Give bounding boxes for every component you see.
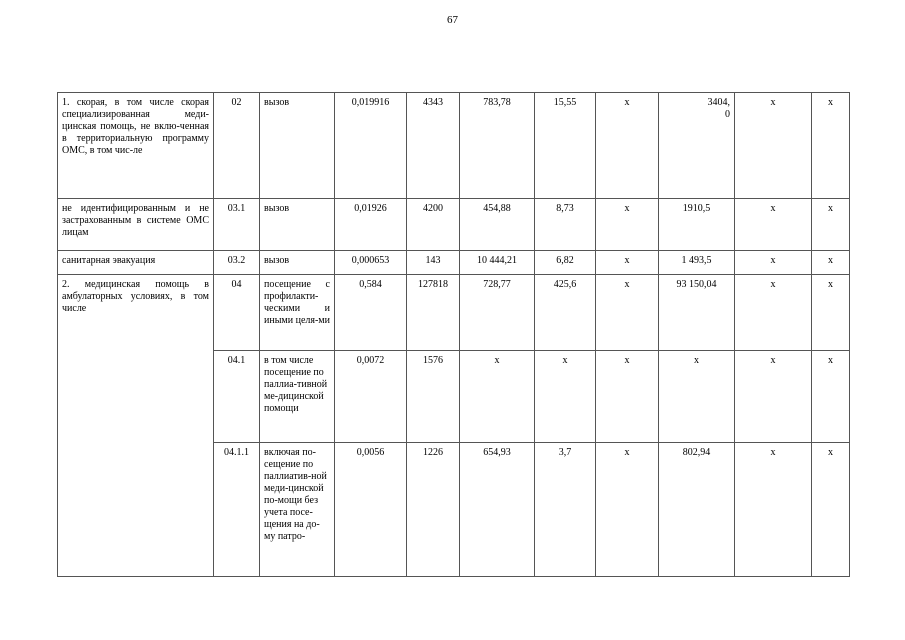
cell-value: 10 444,21	[460, 251, 535, 275]
cell-value: х	[596, 351, 659, 443]
cell-code: 04.1.1	[214, 443, 260, 577]
cell-value: х	[812, 93, 850, 199]
cell-value: х	[735, 251, 812, 275]
cell-value: 654,93	[460, 443, 535, 577]
cell-value: х	[460, 351, 535, 443]
cell-value: 425,6	[535, 275, 596, 351]
cell-value: 0,000653	[335, 251, 407, 275]
cell-value: х	[596, 93, 659, 199]
cell-name: не идентифицированным и не застрахованным в системе ОМС лицам	[58, 199, 214, 251]
cell-value: х	[812, 275, 850, 351]
cell-value: 0,019916	[335, 93, 407, 199]
cell-value: 4200	[407, 199, 460, 251]
cell-code: 04.1	[214, 351, 260, 443]
cell-value: х	[812, 199, 850, 251]
cell-value: 1226	[407, 443, 460, 577]
cell-value: 454,88	[460, 199, 535, 251]
table-row	[58, 275, 850, 351]
cell-value: х	[812, 351, 850, 443]
cell-value: 143	[407, 251, 460, 275]
cell-value: 0,584	[335, 275, 407, 351]
cell-value: 127818	[407, 275, 460, 351]
cell-value: 0,0072	[335, 351, 407, 443]
cell-value: 3404, 0	[659, 93, 735, 199]
cell-code: 03.2	[214, 251, 260, 275]
cell-value: х	[596, 199, 659, 251]
cell-unit: включая по-сещение по паллиатив-ной меди-цинской по-мощи без учета посе-щения на до-му патро-	[260, 443, 335, 577]
cell-value: 1910,5	[659, 199, 735, 251]
cell-value: х	[735, 199, 812, 251]
cell-value: х	[735, 93, 812, 199]
cell-name: 1. скорая, в том числе скорая специализированная меди-цинская помощь, не вклю-ченная в территориальную программу ОМС, в том чис-ле	[58, 93, 214, 199]
cell-value: х	[596, 251, 659, 275]
cell-value: х	[596, 443, 659, 577]
cell-value: 1 493,5	[659, 251, 735, 275]
cell-value: 728,77	[460, 275, 535, 351]
cell-value: х	[735, 443, 812, 577]
cell-unit: вызов	[260, 199, 335, 251]
cell-unit: в том числе посещение по паллиа-тивной ме-дицинской помощи	[260, 351, 335, 443]
cell-value: х	[735, 351, 812, 443]
table-row	[58, 199, 850, 251]
cell-unit: вызов	[260, 251, 335, 275]
cell-value: 6,82	[535, 251, 596, 275]
cell-unit: посещение с профилакти-ческими и иными целя-ми	[260, 275, 335, 351]
cell-value: 1576	[407, 351, 460, 443]
cell-code: 03.1	[214, 199, 260, 251]
data-table	[57, 92, 850, 577]
cell-value: 783,78	[460, 93, 535, 199]
cell-name: санитарная эвакуация	[58, 251, 214, 275]
cell-value: 802,94	[659, 443, 735, 577]
cell-value: 0,01926	[335, 199, 407, 251]
cell-value: х	[812, 443, 850, 577]
cell-value: х	[596, 275, 659, 351]
cell-value: 3,7	[535, 443, 596, 577]
cell-value: х	[735, 275, 812, 351]
cell-code: 02	[214, 93, 260, 199]
cell-value: 0,0056	[335, 443, 407, 577]
cell-value: 15,55	[535, 93, 596, 199]
table-row	[58, 251, 850, 275]
cell-value: х	[812, 251, 850, 275]
cell-value: 4343	[407, 93, 460, 199]
cell-value: 93 150,04	[659, 275, 735, 351]
cell-value: х	[659, 351, 735, 443]
cell-value: 8,73	[535, 199, 596, 251]
cell-unit: вызов	[260, 93, 335, 199]
cell-value: х	[535, 351, 596, 443]
page-number: 67	[447, 14, 458, 26]
table-row	[58, 93, 850, 199]
cell-code: 04	[214, 275, 260, 351]
cell-name: 2. медицинская помощь в амбулаторных условиях, в том числе	[58, 275, 214, 577]
